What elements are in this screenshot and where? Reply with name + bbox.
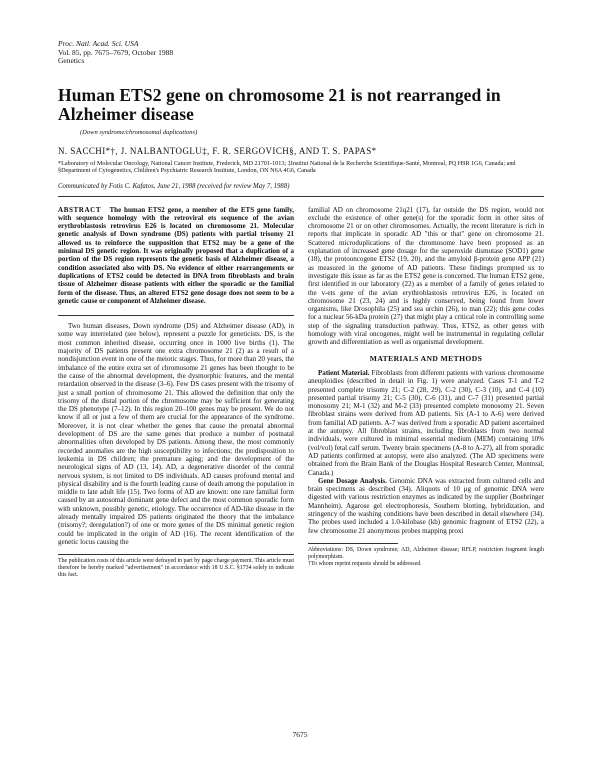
- journal-header: [58, 40, 544, 66]
- patient-material-paragraph: [308, 369, 544, 477]
- intro-paragraph: Two human diseases, Down syndrome (DS) and Alzheimer disease (AD), in some way interrelated (see below), represent a puzzle for geneticists. DS, is the most common inherited disease, occurring once in 1000 live births (1). The majority of DS patients present one extra chromosome 21 (2) as a result of a nondisjunction event in one of the meiotic stages. Thus, for more than 20 years, the imbalance of the entire extra set of chromosome 21 genes has been thought to be the cause of the abnormal development, the dysmorphic features, and the mental retardation observed in the disease (3–6). Few DS cases present with the trisomy of just a small portion of chromosome 21. This allowed the definition that only the trisomy of the distal portion of the chromosome may be sufficient for generating the DS phenotype (7–12). In this region 20–100 genes may be present. We do not know if all or just a few of them are crucial for the appearance of the syndrome. Moreover, it is not clear whether the genes that cause the prenatal abnormal development of DS are the same genes that produce a number of postnatal abnormalities often developed by DS patients. Among these, the most commonly recorded anomalies are the high susceptibility to infections; the predisposition to leukemia in DS children; the premature aging; and the development of the neurological signs of AD (13, 14). AD, a degenerative disorder of the central nervous system, is not limited to DS individuals. AD causes profound mental and physical disability and is the fourth leading cause of death among the population in middle to late adult life (15). Two forms of AD are known: one rare familial form caused by an autosomal dominant gene defect and the most common sporadic form with unknown, possibly genetic, etiology. The occurrence of AD-like disease in the already mentally impaired DS patients originated the theory that the imbalance (trisomy?; deregulation?) of one or more genes of the DS minimal genetic region could be implicated in the origin of AD (16). The recent identification of the genetic locus causing the: [58, 322, 294, 546]
- paper-page: [58, 40, 544, 579]
- paper-title: Human ETS2 gene on chromosome 21 is not rearranged in Alzheimer disease: [58, 84, 501, 124]
- abbreviations-note: Abbreviations: DS, Down syndrome; AD, Alzheimer disease; RFLP, restriction fragment length polymorphism.: [308, 546, 544, 560]
- page-number: 7675: [292, 730, 308, 739]
- gene-dosage-paragraph: [308, 477, 544, 535]
- right-column: [308, 206, 544, 579]
- patient-material-text: Fibroblasts from different patients with various chromosome aneuploidies (described in detail in Fig. 1) were analyzed. Cases T-1 and T-2 presented complete trisomy 21; C-2 (28, 29), C-2 (30), C-3 (10), and C-4 (10) presented partial trisomy 21; C-5 (30), C-6 (31), and C-7 (31) presented partial monosomy 21; M-1 (32) and M-2 (33) presented complete monosomy 21. Seven fibroblast strains were derived from AD patients. Six (A-1 to A-6) were derived from familial AD patients. A-7 was derived from a sporadic AD patient ascertained at the autopsy. All fibroblast strains, including fibroblasts from two normal individuals, were cultured in minimal essential medium (MEM) containing 10% (vol/vol) fetal calf serum. Twenty brain specimens (A-8 to A-27), all from sporadic AD patients confirmed at autopsy, were also analyzed. (The AD specimens were obtained from the Brain Bank of the Douglas Hospital Research Center, Montreal, Canada.): [308, 368, 544, 477]
- gene-dosage-label: Gene Dosage Analysis.: [318, 476, 387, 485]
- abstract-label: ABSTRACT: [58, 205, 102, 214]
- paper-keywords: (Down syndrome/chromosomal duplications): [80, 128, 198, 136]
- affiliations: *Laboratory of Molecular Oncology, National Cancer Institute, Frederick, MD 21701-1013; ‡Institut National de la Recherche Scientifique-Santé, Montreal, PQ H9R 1G6, Canada; and §Department of Cytogenetics, Children's Psychiatric Research Institute, London, ON N6A 4G6, Canada: [58, 159, 516, 175]
- journal-section: Genetics: [58, 56, 85, 66]
- communicated-line: Communicated by Fotis C. Kafatos, June 21, 1988 (received for review May 7, 1988): [58, 182, 290, 190]
- journal-volume: Vol. 85, pp. 7675–7679, October 1988: [58, 47, 174, 57]
- journal-name: Proc. Natl. Acad. Sci. USA: [58, 39, 139, 48]
- gene-dosage-text: Genomic DNA was extracted from cultured cells and brain specimens as described (34). Aliquots of 10 μg of genomic DNA were digested with various restriction enzymes as indicated by the supplier (Boehringer Mannheim). Agarose gel electrophoresis, Southern blotting, hybridization, and stringency of the washing conditions have been described in detail elsewhere (34). The probes used included a 1.0-kilobase (kb) genomic fragment of ETS2 (22), a few chromosome 21 anonymous probes mapping proxi: [308, 476, 544, 535]
- two-column-body: [58, 206, 544, 579]
- abstract-text: The human ETS2 gene, a member of the ETS gene family, with sequence homology with the retroviral ets sequence of the avian erythroblastosis retrovirus E26 is located on chromosome 21. Molecular genetic analysis of Down syndrome (DS) patients with partial trisomy 21 allowed us to reinforce the supposition that ETS2 may be a gene of the minimal DS genetic region. It was originally proposed that a duplication of a portion of the DS region represents the genetic basis of Alzheimer disease, a condition associated also with DS. No evidence of either rearrangements or duplications of ETS2 could be detected in DNA from fibroblasts and brain tissue of Alzheimer disease patients with either the sporadic or the familial form of the disease. Thus, an altered ETS2 gene dosage does not seem to be a genetic cause or component of Alzheimer disease.: [58, 205, 294, 305]
- footnote-divider: [58, 554, 294, 555]
- right-footnote-divider: [308, 543, 398, 544]
- reprint-note: †To whom reprint requests should be addressed.: [308, 560, 422, 567]
- publication-cost-note: The publication costs of this article were defrayed in part by page charge payment. This article must therefore be hereby marked "advertisement" in accordance with 18 U.S.C. §1734 solely to indicate this fact.: [58, 558, 294, 578]
- abstract-divider: [58, 315, 294, 316]
- author-list: N. SACCHI*†, J. NALBANTOGLU‡, F. R. SERGOVICH§, AND T. S. PAPAS*: [58, 145, 377, 156]
- left-column: [58, 206, 294, 579]
- intro-continued: familial AD on chromosome 21q21 (17), far outside the DS region, would not exclude the existence of other gene(s) for the sporadic form in other sites of chromosome 21 or on other chromosomes. Actually, the recent literature is rich in reports that implicate in sporadic AD "this or that" gene on chromosome 21. Scattered microduplications of the chromosome have been proposed as an explanation of increased gene dosage for the superoxide dismutase (SOD1) gene (18), the protooncogene ETS2 (19, 20), and the amyloid β-protein gene APP (21) as measured in the genome of AD patients. These findings prompted us to investigate this issue as far as the ETS2 gene is concerned. The human ETS2 gene, first identified in our laboratory (22) as a member of a family of genes related to the v-ets gene of the avian erythroblastosis retrovirus E26, is located on chromosome 21 (23, 24) and is highly conserved, being found from lower organisms, like Drosophila (25) and sea urchin (26), to man (22); this gene codes for a nuclear 56-kDa protein (27) that might play a critical role in controlling some step of the signaling transduction pathway. Thus, ETS2, as other genes with homology with viral oncogenes, might well be instrumental in regulating cellular growth and differentiation as well as organismal development.: [308, 205, 544, 347]
- patient-material-label: Patient Material.: [318, 368, 370, 377]
- header-divider: [58, 196, 544, 197]
- abstract: [58, 206, 294, 306]
- methods-heading: MATERIALS AND METHODS: [369, 353, 483, 363]
